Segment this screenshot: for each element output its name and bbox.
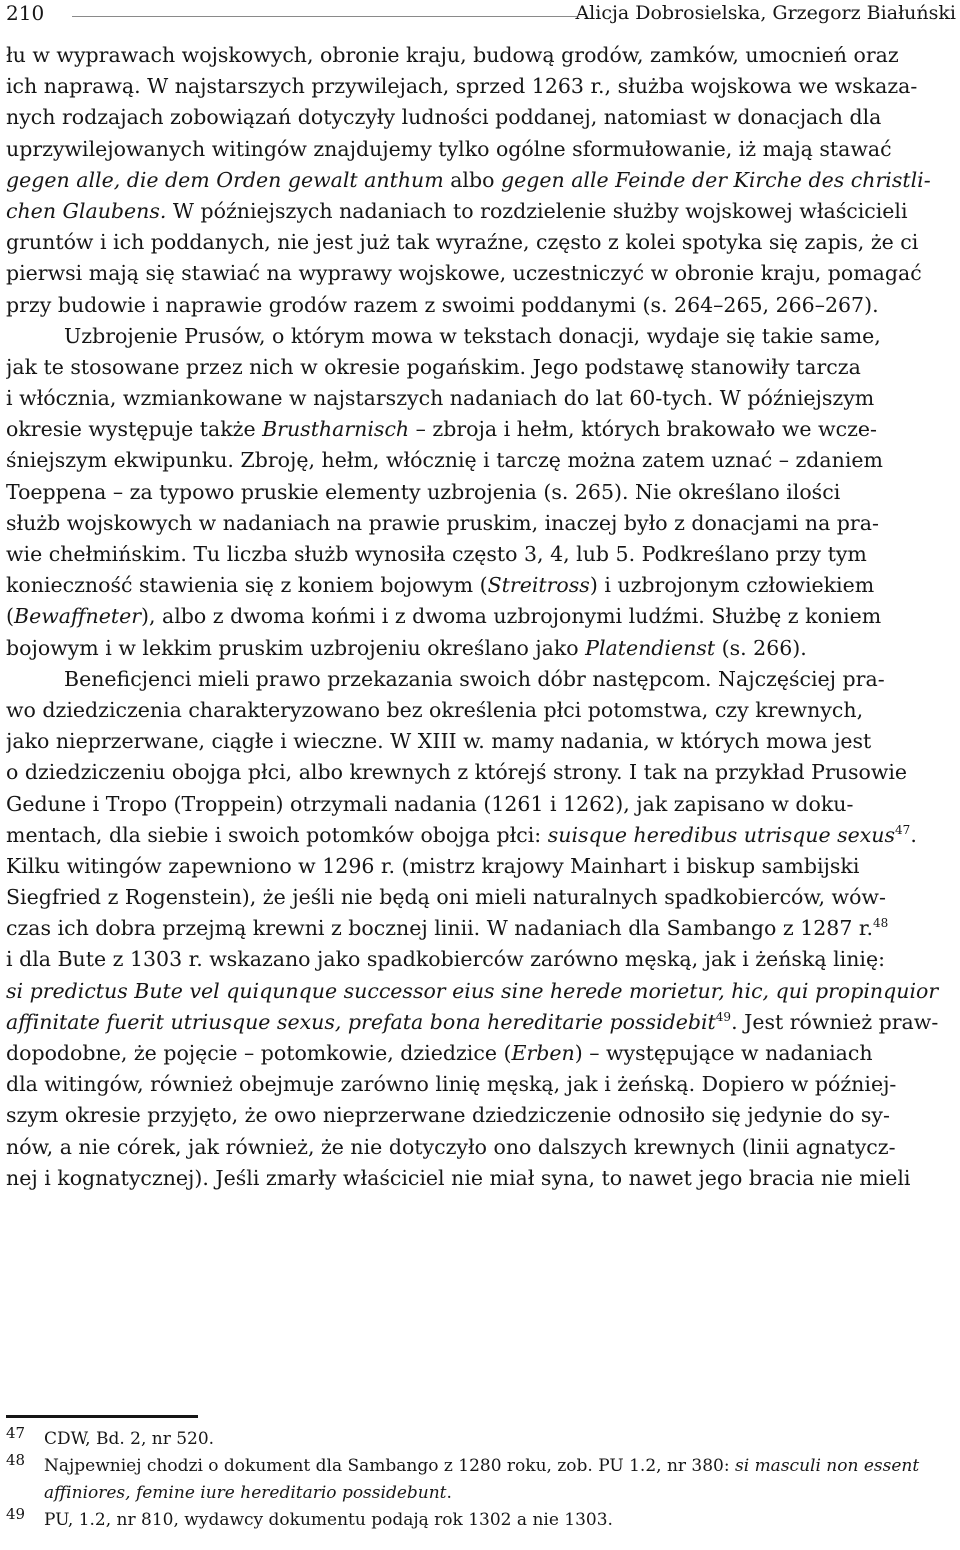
- text-line: wie chełmińskim. Tu liczba służb wynosiła często 3, 4, lub 5. Podkreślano przy tym: [6, 542, 867, 566]
- paragraph-start: Uzbrojenie Prusów, o którym mowa w tekstach donacji, wydaje się takie same,: [64, 323, 881, 348]
- text-line: pierwsi mają się stawiać na wyprawy wojskowe, uczestniczyć w obronie kraju, pomagać: [6, 261, 922, 286]
- text-line: mentach, dla siebie i swoich potomków obojga płci: suisque heredibus utrisque sexus$^{47}$.: [6, 822, 917, 847]
- footnote-italic-cont: affiniores, femine iure hereditario possidebunt: [44, 1483, 447, 1503]
- footnote-rule: [6, 1415, 198, 1418]
- text-line: i dla Bute z 1303 r. wskazano jako spadkobierców zarówno męską, jak i żeńską linię:: [6, 947, 885, 972]
- footnote-italic: si masculi non essent: [735, 1456, 920, 1476]
- text-line: czas ich dobra przejmą krewni z bocznej linii. W nadaniach dla Sambango z 1287 r.$^{48}$: [6, 916, 889, 941]
- page-header: [6, 0, 956, 26]
- text-line: Kilku witingów zapewniono w 1296 r. (mistrz krajowy Mainhart i biskup sambijski: [6, 853, 860, 878]
- page-number: 210: [6, 1, 45, 25]
- footnote-47: [6, 1426, 956, 1453]
- footnotes: [6, 1426, 956, 1534]
- footnote-48: 48 Najpewniej chodzi o dokument dla Sambango z 1280 roku, zob. PU 1.2, nr 380: si masculi non essent affiniores, femine iure hereditario possidebunt.: [6, 1453, 956, 1507]
- footnote-number: 47: [6, 1424, 26, 1442]
- footnote-text: PU, 1.2, nr 810, wydawcy dokumentu podają rok 1302 a nie 1303.: [44, 1510, 613, 1530]
- text-line: jako nieprzerwane, ciągłe i wieczne. W XIII w. mamy nadania, w których mowa jest: [6, 729, 872, 754]
- text-line: wo dziedziczenia charakteryzowano bez określenia płci potomstwa, czy krewnych,: [6, 697, 864, 722]
- text-line: i włócznia, wzmiankowane w najstarszych nadaniach do lat 60-tych. W późniejszym: [6, 386, 875, 411]
- text-line: chen Glaubens. W późniejszych nadaniach to rozdzielenie służby wojskowej właścicieli: [6, 198, 908, 223]
- text-line: nów, a nie córek, jak również, że nie dotyczyło ono dalszych krewnych (linii agnatycz-: [6, 1134, 896, 1159]
- footnote-text: Najpewniej chodzi o dokument dla Sambango z 1280 roku, zob. PU 1.2, nr 380:: [44, 1456, 735, 1476]
- text-line: łu w wyprawach wojskowych, obronie kraju, budową grodów, zamków, umocnień oraz: [6, 43, 899, 67]
- footnote-ref: 47: [895, 822, 911, 837]
- running-head: Alicja Dobrosielska, Grzegorz Białuński: [575, 2, 956, 24]
- text-line: przy budowie i naprawie grodów razem z swoimi poddanymi (s. 264–265, 266–267).: [6, 292, 879, 317]
- footnote-number: 48: [6, 1451, 26, 1469]
- text-line: uprzywilejowanych witingów znajdujemy tylko ogólne sformułowanie, iż mają stawać: [6, 136, 892, 161]
- text-line: gruntów i ich poddanych, nie jest już tak wyraźne, często z kolei spotyka się zapis, że ci: [6, 230, 919, 255]
- text-line: Toeppena – za typowo pruskie elementy uzbrojenia (s. 265). Nie określano ilości: [6, 479, 841, 504]
- text-line: śniejszym ekwipunku. Zbroję, hełm, włócznię i tarczę można zatem uznać – zdaniem: [6, 448, 883, 473]
- text-line: szym okresie przyjęto, że owo nieprzerwane dziedziczenie odnosiło się jedynie do sy-: [6, 1103, 890, 1128]
- text-line: nej i kognatycznej). Jeśli zmarły właściciel nie miał syna, to nawet jego bracia nie mieli: [6, 1165, 911, 1190]
- text-line: Gedune i Tropo (Troppein) otrzymali nadania (1261 i 1262), jak zapisano w doku-: [6, 791, 854, 816]
- paragraph-start: Beneficjenci mieli prawo przekazania swoich dóbr następcom. Najczęściej pra-: [64, 666, 885, 691]
- footnote-ref: 48: [872, 916, 889, 931]
- text-line: gegen alle, die dem Orden gewalt anthum albo gegen alle Feinde der Kirche des christli-: [6, 167, 931, 192]
- text-line: dopodobne, że pojęcie – potomkowie, dziedzice (Erben) – występujące w nadaniach: [6, 1041, 873, 1065]
- text-line: affinitate fuerit utriusque sexus, prefata bona hereditarie possidebit$^{49}$. Jest również praw-: [6, 1009, 939, 1034]
- text-line: bojowym i w lekkim pruskim uzbrojeniu określano jako Platendienst (s. 266).: [6, 635, 807, 660]
- text-line: (Bewaffneter), albo z dwoma końmi i z dwoma uzbrojonymi ludźmi. Służbę z koniem: [6, 604, 882, 629]
- footnote-text: CDW, Bd. 2, nr 520.: [44, 1429, 215, 1449]
- header-rule: [72, 16, 577, 17]
- text-line: Siegfried z Rogenstein), że jeśli nie będą oni mieli naturalnych spadkobierców, wów-: [6, 885, 886, 910]
- text-line: okresie występuje także Brustharnisch – zbroja i hełm, których brakowało we wcze-: [6, 417, 877, 442]
- footnote-ref: 49: [715, 1009, 732, 1024]
- text-line: dla witingów, również obejmuje zarówno linię męską, jak i żeńską. Dopiero w później-: [6, 1072, 897, 1097]
- text-line: ich naprawą. W najstarszych przywilejach, sprzed 1263 r., służba wojskowa we wskaza-: [6, 74, 918, 99]
- body-text: [6, 40, 956, 1194]
- text-line: o dziedziczeniu obojga płci, albo krewnych z którejś strony. I tak na przykład Prusowie: [6, 760, 908, 785]
- text-line: si predictus Bute vel quiqunque successor eius sine herede morietur, hic, qui propinquior: [6, 978, 939, 1003]
- footnote-49: [6, 1507, 956, 1534]
- text-line: konieczność stawienia się z koniem bojowym (Streitross) i uzbrojonym człowiekiem: [6, 573, 875, 598]
- footnote-number: 49: [6, 1505, 26, 1523]
- text-line: nych rodzajach zobowiązań dotyczyły ludności poddanej, natomiast w donacjach dla: [6, 105, 882, 130]
- text-line: służb wojskowych w nadaniach na prawie pruskim, inaczej było z donacjami na pra-: [6, 510, 879, 535]
- text-line: jak te stosowane przez nich w okresie pogańskim. Jego podstawę stanowiły tarcza: [6, 354, 861, 379]
